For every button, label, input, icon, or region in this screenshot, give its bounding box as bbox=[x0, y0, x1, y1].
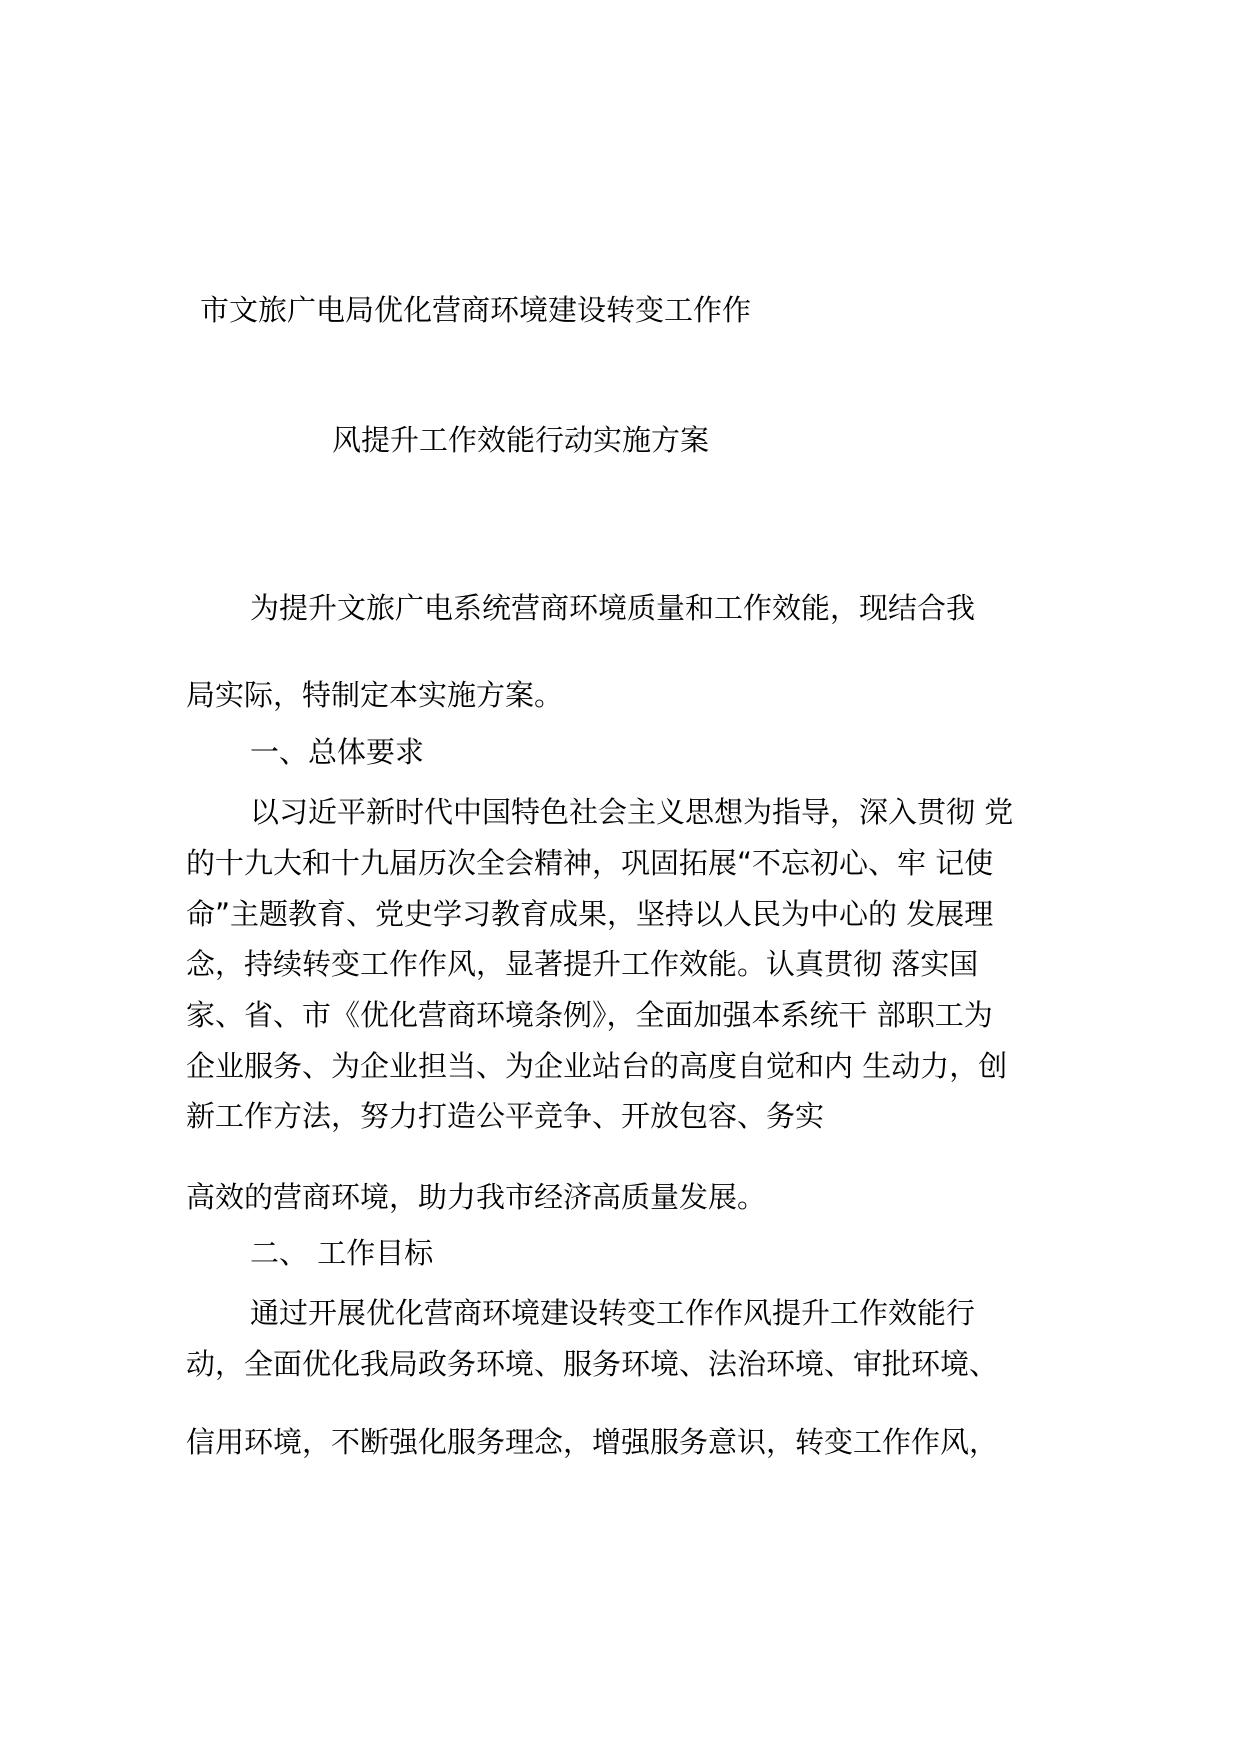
paragraph-line: 为提升文旅广电系统营商环境质量和工作效能，现结合我 bbox=[250, 591, 976, 625]
paragraph-line: 信用环境，不断强化服务理念，增强服务意识，转变工作作风， bbox=[186, 1425, 999, 1459]
paragraph-line: 企业服务、为企业担当、为企业站台的高度自觉和内 生动力，创 bbox=[186, 1049, 1008, 1083]
paragraph-line: 局实际，特制定本实施方案。 bbox=[186, 678, 564, 712]
document-title-line-2: 风提升工作效能行动实施方案 bbox=[332, 423, 710, 457]
paragraph-line: 动，全面优化我局政务环境、服务环境、法治环境、审批环境、 bbox=[186, 1347, 999, 1381]
document-title-line-1: 市文旅广电局优化营商环境建设转变工作作 bbox=[200, 293, 752, 327]
paragraph-line: 以习近平新时代中国特色社会主义思想为指导，深入贯彻 党 bbox=[250, 795, 1014, 829]
section-heading-1: 一、总体要求 bbox=[250, 735, 425, 769]
paragraph-line: 新工作方法，努力打造公平竞争、开放包容、务实 bbox=[186, 1099, 825, 1133]
paragraph-line: 高效的营商环境，助力我市经济高质量发展。 bbox=[186, 1180, 767, 1214]
paragraph-line: 念，持续转变工作作风，显著提升工作效能。认真贯彻 落实国 bbox=[186, 947, 979, 981]
section-heading-2: 二、 工作目标 bbox=[250, 1236, 434, 1270]
paragraph-line: 命”主题教育、党史学习教育成果，坚持以人民为中心的 发展理 bbox=[186, 897, 994, 931]
paragraph-line: 家、省、市《优化营商环境条例》，全面加强本系统干 部职工为 bbox=[186, 998, 993, 1032]
paragraph-line: 的十九大和十九届历次全会精神，巩固拓展“不忘初心、牢 记使 bbox=[186, 846, 994, 880]
paragraph-line: 通过开展优化营商环境建设转变工作作风提升工作效能行 bbox=[250, 1296, 976, 1330]
